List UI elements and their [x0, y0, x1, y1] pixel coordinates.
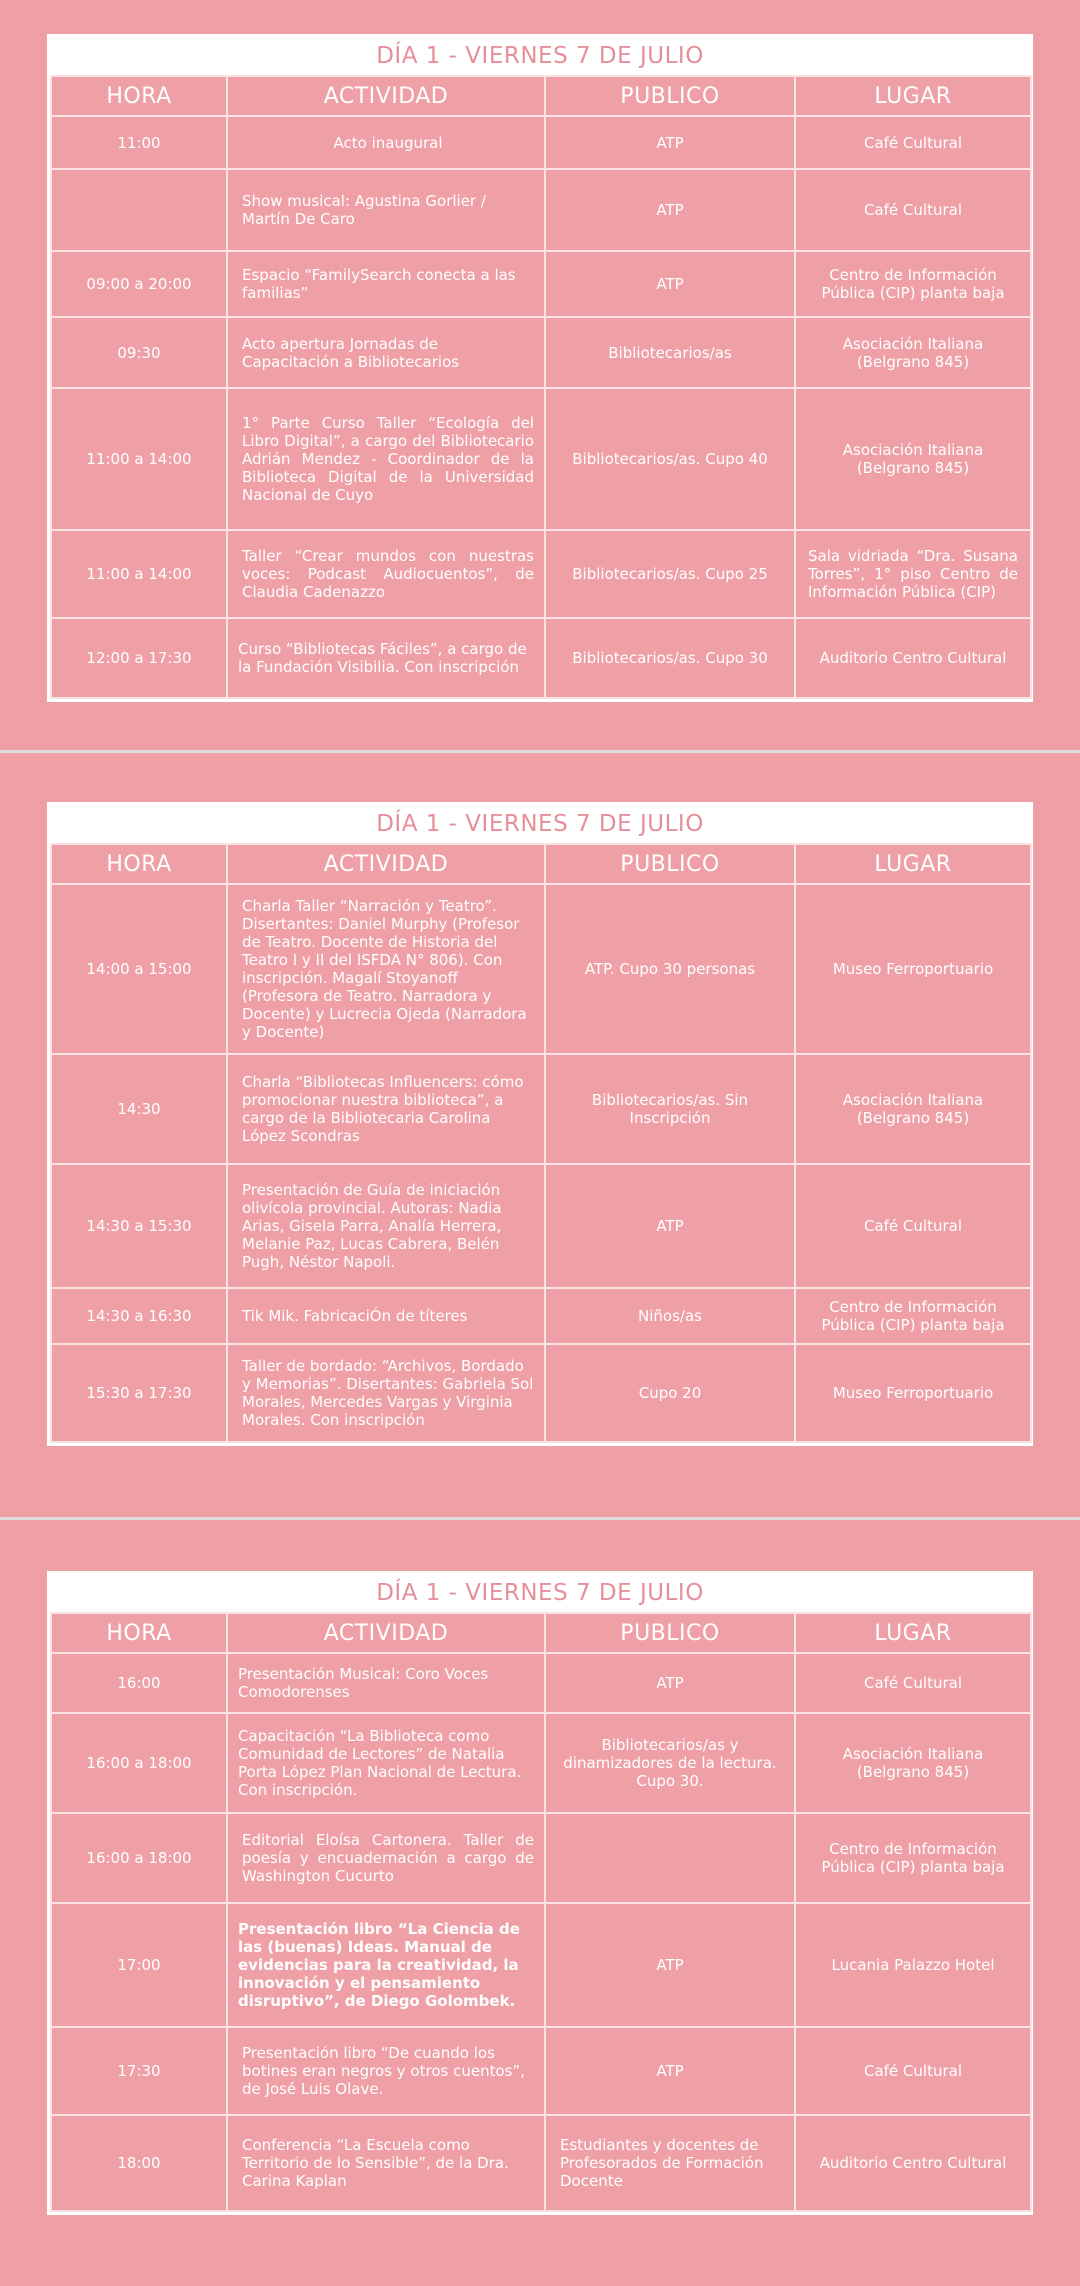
cell-lugar: Museo Ferroportuario	[795, 1344, 1031, 1442]
cell-actividad: Editorial Eloísa Cartonera. Taller de poesía y encuadernación a cargo de Washington Cucurto	[227, 1813, 545, 1903]
cell-lugar: Asociación Italiana (Belgrano 845)	[795, 1713, 1031, 1813]
cell-lugar: Asociación Italiana (Belgrano 845)	[795, 388, 1031, 530]
table-row	[51, 388, 1031, 530]
cell-hora: 18:00	[51, 2115, 227, 2211]
cell-publico	[545, 1813, 795, 1903]
cell-publico: Bibliotecarios/as. Cupo 40	[545, 388, 795, 530]
cell-hora: 16:00 a 18:00	[51, 1813, 227, 1903]
cell-lugar: Centro de Información Pública (CIP) planta baja	[795, 251, 1031, 317]
schedule-table-1	[47, 34, 1033, 702]
cell-publico: ATP	[545, 1903, 795, 2027]
table-title: DÍA 1 - VIERNES 7 DE JULIO	[50, 37, 1030, 75]
table-row	[51, 530, 1031, 618]
cell-hora	[51, 169, 227, 251]
cell-actividad: Taller “Crear mundos con nuestras voces: Podcast Audiocuentos”, de Claudia Cadenazzo	[227, 530, 545, 618]
cell-publico: ATP	[545, 2027, 795, 2115]
header-publico: PUBLICO	[545, 76, 795, 116]
cell-actividad: Presentación Musical: Coro Voces Comodorenses	[227, 1653, 545, 1713]
header-actividad: ACTIVIDAD	[227, 844, 545, 884]
table-row	[51, 1164, 1031, 1288]
table-row	[51, 2027, 1031, 2115]
cell-hora: 16:00	[51, 1653, 227, 1713]
cell-publico: Bibliotecarios/as. Sin Inscripción	[545, 1054, 795, 1164]
cell-hora: 17:30	[51, 2027, 227, 2115]
cell-publico: ATP	[545, 169, 795, 251]
cell-publico: Niños/as	[545, 1288, 795, 1344]
schedule-grid	[50, 75, 1032, 699]
page-3	[0, 1520, 1080, 2286]
header-lugar: LUGAR	[795, 76, 1031, 116]
cell-lugar: Auditorio Centro Cultural	[795, 618, 1031, 698]
cell-actividad: Taller de bordado: “Archivos, Bordado y Memorias”. Disertantes: Gabriela Sol Morales, Mercedes Vargas y Virginia Morales. Con inscripción	[227, 1344, 545, 1442]
cell-actividad: Charla Taller “Narración y Teatro”. Disertantes: Daniel Murphy (Profesor de Teatro. Docente de Historia del Teatro I y II del ISFDA N° 806). Con inscripción. Magalí Stoyanoff (Profesora de Teatro. Narradora y Docente) y Lucrecia Ojeda (Narradora y Docente)	[227, 884, 545, 1054]
table-title: DÍA 1 - VIERNES 7 DE JULIO	[50, 1574, 1030, 1612]
cell-publico: Bibliotecarios/as. Cupo 30	[545, 618, 795, 698]
cell-publico: Bibliotecarios/as	[545, 317, 795, 388]
table-row	[51, 1288, 1031, 1344]
schedule-grid	[50, 1612, 1032, 2212]
schedule-table-2	[47, 802, 1033, 1446]
table-row	[51, 2115, 1031, 2211]
cell-hora: 17:00	[51, 1903, 227, 2027]
cell-lugar: Café Cultural	[795, 169, 1031, 251]
header-hora: HORA	[51, 1613, 227, 1653]
table-row	[51, 169, 1031, 251]
table-row	[51, 317, 1031, 388]
cell-hora: 12:00 a 17:30	[51, 618, 227, 698]
cell-hora: 11:00 a 14:00	[51, 388, 227, 530]
table-row	[51, 1713, 1031, 1813]
page-1	[0, 0, 1080, 750]
cell-hora: 14:30 a 15:30	[51, 1164, 227, 1288]
cell-lugar: Café Cultural	[795, 2027, 1031, 2115]
cell-actividad: Capacitación “La Biblioteca como Comunidad de Lectores” de Natalia Porta López Plan Nacional de Lectura. Con inscripción.	[227, 1713, 545, 1813]
cell-publico: Cupo 20	[545, 1344, 795, 1442]
cell-publico: Estudiantes y docentes de Profesorados de Formación Docente	[545, 2115, 795, 2211]
table-row	[51, 251, 1031, 317]
schedule-table-3	[47, 1571, 1033, 2215]
cell-hora: 11:00	[51, 116, 227, 169]
cell-actividad: Presentación de Guía de iniciación olivícola provincial. Autoras: Nadia Arias, Gisela Parra, Analía Herrera, Melanie Paz, Lucas Cabrera, Belén Pugh, Néstor Napoli.	[227, 1164, 545, 1288]
header-publico: PUBLICO	[545, 844, 795, 884]
table-row	[51, 884, 1031, 1054]
header-lugar: LUGAR	[795, 1613, 1031, 1653]
header-publico: PUBLICO	[545, 1613, 795, 1653]
cell-lugar: Café Cultural	[795, 116, 1031, 169]
cell-lugar: Café Cultural	[795, 1653, 1031, 1713]
cell-publico: ATP. Cupo 30 personas	[545, 884, 795, 1054]
header-actividad: ACTIVIDAD	[227, 76, 545, 116]
cell-lugar: Sala vidriada “Dra. Susana Torres”, 1° piso Centro de Información Pública (CIP)	[795, 530, 1031, 618]
cell-hora: 14:30	[51, 1054, 227, 1164]
table-row	[51, 1903, 1031, 2027]
cell-publico: ATP	[545, 1653, 795, 1713]
cell-hora: 14:00 a 15:00	[51, 884, 227, 1054]
header-hora: HORA	[51, 76, 227, 116]
header-actividad: ACTIVIDAD	[227, 1613, 545, 1653]
cell-publico: Bibliotecarios/as. Cupo 25	[545, 530, 795, 618]
cell-lugar: Lucania Palazzo Hotel	[795, 1903, 1031, 2027]
cell-actividad: Show musical: Agustina Gorlier / Martín De Caro	[227, 169, 545, 251]
cell-publico: ATP	[545, 1164, 795, 1288]
cell-actividad: Acto apertura Jornadas de Capacitación a Bibliotecarios	[227, 317, 545, 388]
header-row	[51, 76, 1031, 116]
cell-actividad: 1° Parte Curso Taller “Ecología del Libro Digital”, a cargo del Bibliotecario Adrián Mendez - Coordinador de la Biblioteca Digital de la Universidad Nacional de Cuyo	[227, 388, 545, 530]
table-row	[51, 116, 1031, 169]
cell-actividad: Espacio “FamilySearch conecta a las familias”	[227, 251, 545, 317]
header-lugar: LUGAR	[795, 844, 1031, 884]
cell-hora: 09:30	[51, 317, 227, 388]
cell-publico: ATP	[545, 251, 795, 317]
cell-actividad: Charla “Bibliotecas Influencers: cómo promocionar nuestra biblioteca”, a cargo de la Bibliotecaria Carolina López Scondras	[227, 1054, 545, 1164]
cell-hora: 14:30 a 16:30	[51, 1288, 227, 1344]
cell-hora: 09:00 a 20:00	[51, 251, 227, 317]
table-title: DÍA 1 - VIERNES 7 DE JULIO	[50, 805, 1030, 843]
cell-actividad: Acto inaugural	[227, 116, 545, 169]
cell-actividad: Tik Mik. FabricaciÓn de títeres	[227, 1288, 545, 1344]
table-row	[51, 1653, 1031, 1713]
table-row	[51, 1813, 1031, 1903]
cell-lugar: Museo Ferroportuario	[795, 884, 1031, 1054]
cell-hora: 11:00 a 14:00	[51, 530, 227, 618]
table-row	[51, 1344, 1031, 1442]
cell-lugar: Asociación Italiana (Belgrano 845)	[795, 1054, 1031, 1164]
table-row	[51, 1054, 1031, 1164]
cell-actividad: Curso “Bibliotecas Fáciles”, a cargo de la Fundación Visibilia. Con inscripción	[227, 618, 545, 698]
cell-lugar: Auditorio Centro Cultural	[795, 2115, 1031, 2211]
cell-hora: 15:30 a 17:30	[51, 1344, 227, 1442]
header-hora: HORA	[51, 844, 227, 884]
cell-lugar: Centro de Información Pública (CIP) planta baja	[795, 1288, 1031, 1344]
header-row	[51, 844, 1031, 884]
cell-publico: ATP	[545, 116, 795, 169]
cell-hora: 16:00 a 18:00	[51, 1713, 227, 1813]
schedule-grid	[50, 843, 1032, 1443]
cell-lugar: Café Cultural	[795, 1164, 1031, 1288]
cell-lugar: Asociación Italiana (Belgrano 845)	[795, 317, 1031, 388]
header-row	[51, 1613, 1031, 1653]
cell-actividad: Conferencia “La Escuela como Territorio de lo Sensible”, de la Dra. Carina Kaplan	[227, 2115, 545, 2211]
cell-actividad: Presentación libro “La Ciencia de las (buenas) Ideas. Manual de evidencias para la creatividad, la innovación y el pensamiento disruptivo”, de Diego Golombek.	[227, 1903, 545, 2027]
page-2	[0, 753, 1080, 1517]
cell-actividad: Presentación libro “De cuando los botines eran negros y otros cuentos”, de José Luis Olave.	[227, 2027, 545, 2115]
cell-lugar: Centro de Información Pública (CIP) planta baja	[795, 1813, 1031, 1903]
cell-publico: Bibliotecarios/as y dinamizadores de la lectura. Cupo 30.	[545, 1713, 795, 1813]
table-row	[51, 618, 1031, 698]
